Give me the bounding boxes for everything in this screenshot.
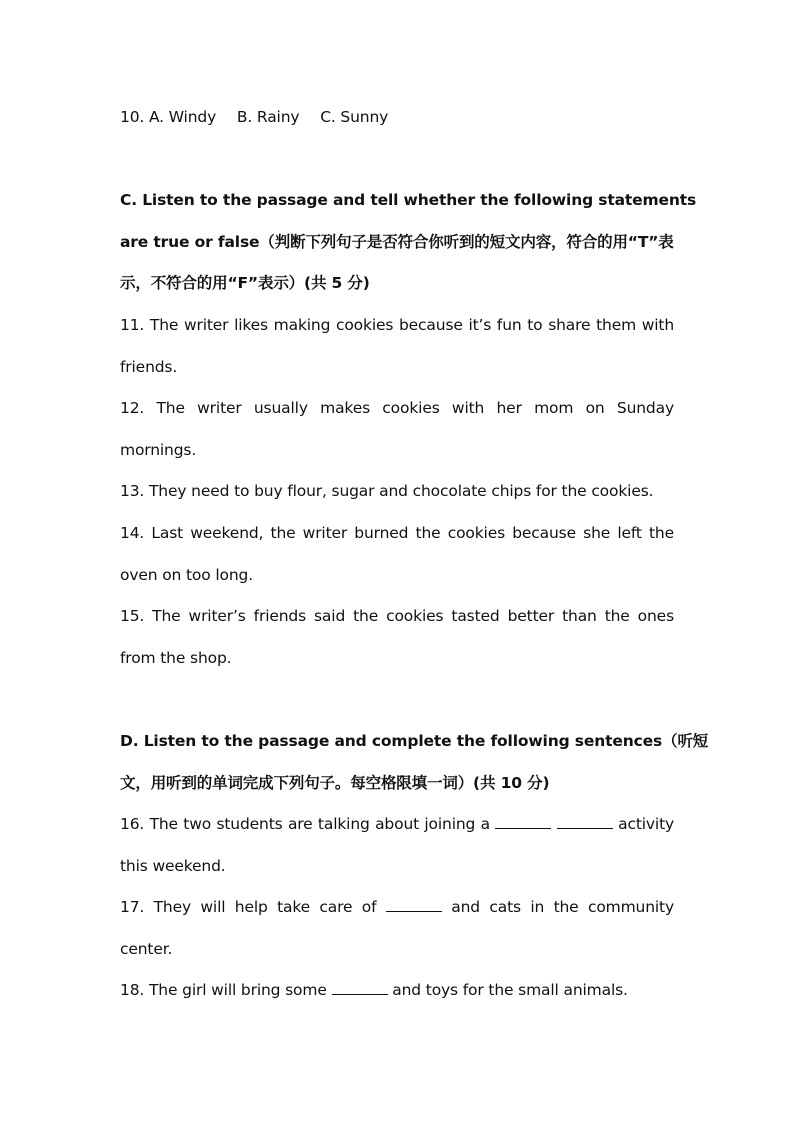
section-c-heading-cn: （判断下列句子是否符合你听到的短文内容，符合的用“T”表: [259, 232, 674, 251]
section-d-heading-line2: 文，用听到的单词完成下列句子。每空格限填一词）(共 10 分): [120, 773, 550, 792]
question-number: 10.: [120, 108, 145, 126]
question-13: 13. They need to buy flour, sugar and chocolate chips for the cookies.: [120, 482, 654, 501]
question-16-text: 16. The two students are talking about joining a: [120, 815, 490, 834]
question-17-line2: center.: [120, 939, 173, 958]
question-14-line2: oven on too long.: [120, 565, 253, 584]
question-10: [120, 97, 674, 139]
question-15-line2: from the shop.: [120, 648, 232, 667]
question-15-line1: 15. The writer’s friends said the cookies tasted better than the ones: [120, 607, 674, 626]
section-c-heading-line2: [120, 222, 674, 264]
question-17-line1: [120, 887, 674, 929]
question-16-text-after: activity: [618, 815, 675, 834]
option-c: C. Sunny: [320, 108, 389, 126]
question-17-text: 17. They will help take care of: [120, 898, 377, 917]
question-18: [120, 970, 674, 1012]
question-12-line1: 12. The writer usually makes cookies with her mom on Sunday: [120, 399, 674, 418]
question-11-line2: friends.: [120, 357, 178, 376]
question-18-text: 18. The girl will bring some: [120, 981, 327, 1000]
section-c-heading-line1: C. Listen to the passage and tell whether the following statements: [120, 191, 697, 210]
section-c-heading-en: are true or false: [120, 232, 260, 251]
question-11-line1: 11. The writer likes making cookies because it’s fun to share them with: [120, 315, 674, 334]
question-12-line2: mornings.: [120, 440, 197, 459]
section-d-heading-line1: [120, 721, 709, 763]
answer-blank[interactable]: [332, 980, 388, 995]
worksheet-page: [120, 97, 709, 1012]
question-16-line2: this weekend.: [120, 856, 226, 875]
question-16-line1: [120, 804, 674, 846]
answer-blank[interactable]: [386, 897, 442, 912]
section-d-heading-en: D. Listen to the passage and complete the following sentences: [120, 731, 663, 750]
answer-blank[interactable]: [557, 814, 613, 829]
option-a: A. Windy: [148, 108, 217, 126]
option-b: B. Rainy: [236, 108, 300, 126]
section-d-heading-cn: （听短: [662, 731, 709, 750]
section-c-heading-line3: 示，不符合的用“F”表示）(共 5 分): [120, 274, 370, 293]
answer-blank[interactable]: [495, 814, 551, 829]
question-18-text-after: and toys for the small animals.: [392, 981, 628, 1000]
question-17-text-after: and cats in the community: [451, 898, 675, 917]
question-14-line1: 14. Last weekend, the writer burned the cookies because she left the: [120, 523, 674, 542]
